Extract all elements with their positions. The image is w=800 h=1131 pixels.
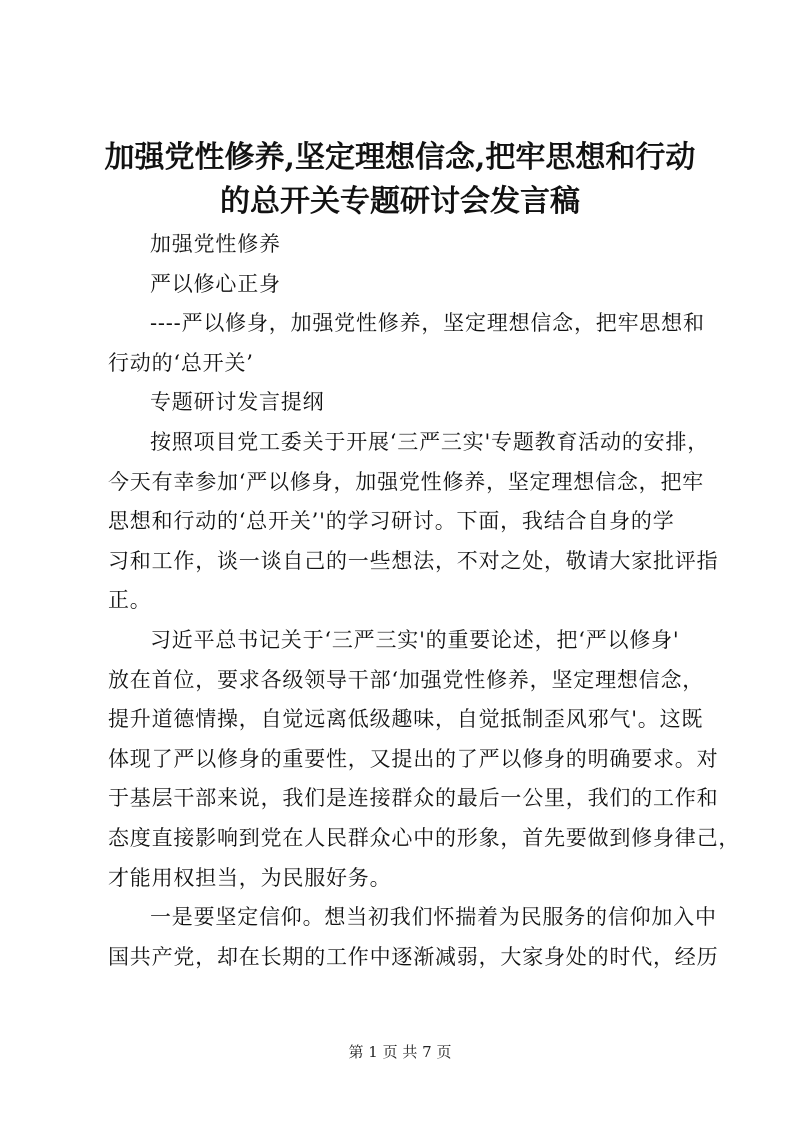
body-text-line: 才能用权担当，为民服好务。 xyxy=(108,865,392,890)
document-body xyxy=(108,225,741,977)
page-footer: 第 1 页 共 7 页 xyxy=(348,1043,452,1061)
document-title xyxy=(90,136,710,224)
body-text-line: 思想和行动的‘总开关’'的学习研讨。下面，我结合自身的学 xyxy=(108,509,675,534)
body-text-line: 加强党性修养 xyxy=(150,232,281,256)
body-text-line: 今天有幸参加‘严以修身，加强党性修养，坚定理想信念，把牢 xyxy=(108,469,705,494)
body-text-line: 按照项目党工委关于开展‘三严三实'专题教育活动的安排， xyxy=(150,429,710,454)
title-line: 加强党性修养,坚定理想信念,把牢思想和行动 xyxy=(104,140,696,175)
body-text-line: 放在首位，要求各级领导干部‘加强党性修养，坚定理想信念， xyxy=(108,667,705,692)
body-text-line: 习和工作，谈一谈自己的一些想法，不对之处，敬请大家批评指 xyxy=(108,548,719,573)
body-text-line: 行动的‘总开关’ xyxy=(108,350,254,375)
body-text-line: 国共产党，却在长期的工作中逐渐减弱，大家身处的时代，经历 xyxy=(108,944,719,969)
body-text-line: 严以修心正身 xyxy=(150,271,281,296)
body-text-line: 提升道德情操，自觉远离低级趣味，自觉抵制歪风邪气'。这既 xyxy=(108,707,704,732)
body-text-line: 正。 xyxy=(108,588,152,613)
body-text-line: 专题研讨发言提纲 xyxy=(150,390,325,415)
body-text-line: 习近平总书记关于‘三严三实'的重要论述，把‘严以修身' xyxy=(150,627,680,652)
body-text-line: 一是要坚定信仰。想当初我们怀揣着为民服务的信仰加入中 xyxy=(150,905,717,930)
body-text-line: 体现了严以修身的重要性，又提出的了严以修身的明确要求。对 xyxy=(108,746,719,771)
body-text-line: 于基层干部来说，我们是连接群众的最后一公里，我们的工作和 xyxy=(108,786,719,811)
title-line: 的总开关专题研讨会发言稿 xyxy=(220,184,580,219)
body-text-line: ----严以修身，加强党性修养，坚定理想信念，把牢思想和 xyxy=(150,311,705,336)
body-text-line: 态度直接影响到党在人民群众心中的形象，首先要做到修身律己， xyxy=(108,825,741,850)
